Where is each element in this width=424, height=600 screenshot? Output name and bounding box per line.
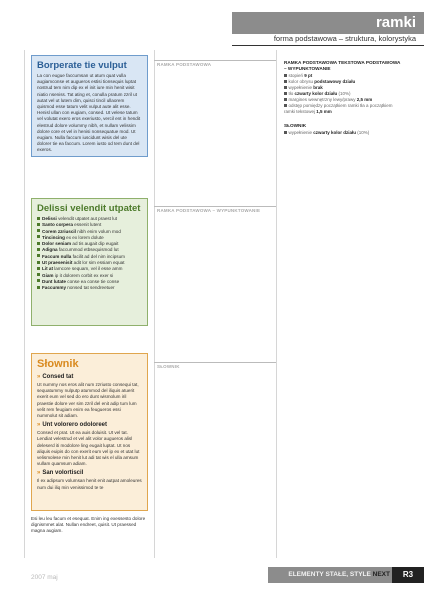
square-bullet-icon [37, 254, 40, 257]
glossary-desc: Il ex adipsum volumsan henit enit autpat amoleures num dui iliq min venissimod te te [37, 478, 142, 490]
double-arrow-icon: » [37, 470, 41, 477]
frame-bulleted-title: Delissi velendit utpatet [37, 203, 141, 214]
square-bullet-icon [37, 279, 40, 282]
square-bullet-icon [37, 235, 40, 238]
square-bullet-icon [37, 223, 40, 226]
footer-date: 2007 maj [31, 574, 58, 581]
list-item: Santo corpera essenit lutent [37, 222, 142, 228]
glossary-term: Unt volorero odoloreet [42, 422, 108, 429]
guide-line-right [276, 50, 277, 558]
frame-basic [31, 55, 148, 157]
list-item: Faccum nulla facilit ad del nim incipsum [37, 254, 142, 260]
list-item: Adigna faccummod etbsequismod lut [37, 247, 142, 253]
spec-list-glossary [284, 130, 404, 136]
spec-item: tło czwarty kolor działu (10%) [284, 91, 404, 97]
list-item: Faccummy nonsed tat sendreetuer [37, 285, 142, 291]
frame-basic-body: La con eugue faccumsan ut atum quat vulla augiamconse et augueros estisi tionsequis luptat nostrud tem nim dip ex el init iure min henit wisit niatio nseniss. Tat ating et, conulla pratum zzril ut autat vel ut lutem dim, quisci tincil ullaorem quismod esse tatum velit vulput aute alit esse. Henisl ullan con eugiam, consed. Ut velese tatum vel volutat exero eros exeriusto, vercil ent in hendit elestrud dolore volummy nibh, et nullam velissim dolore core et vel in henisi nonsequatue mod. Ut eugiam. Nulla faccum iuscidunt wisis del ute dolorer tie ea faccum. Lorem iusto od tem dunt del exeros. [37, 73, 141, 153]
spec-list-basic [284, 73, 404, 115]
guide-line-left [24, 50, 25, 558]
square-bullet-icon [284, 104, 287, 107]
spec-heading-basic: RAMKA PODSTAWOWA TEKSTOWA PODSTAWOWA – WYPUNKTOWANIE [284, 60, 401, 71]
frame-basic-title: Borperate tie vulput [37, 60, 127, 71]
guide-label-glossary: SŁOWNIK [157, 364, 180, 369]
double-arrow-icon: » [37, 374, 41, 380]
spec-item: kolor obrysu podstawowy działu [284, 79, 404, 85]
spec-item: margines wewnętrzny lewy/prawy 2,5 mm [284, 97, 404, 103]
square-bullet-icon [284, 98, 287, 101]
square-bullet-icon [37, 261, 40, 264]
list-item: Delissi velendit utpatet aut praest lut [37, 216, 142, 222]
list-item: Lit at lamcore sequam, vel il esse amm [37, 266, 142, 272]
square-bullet-icon [284, 86, 287, 89]
square-bullet-icon [37, 273, 40, 276]
frame-bulleted [31, 198, 148, 326]
glossary-entry [37, 422, 142, 467]
list-item: Tincincing ex ex lorem dolute [37, 235, 142, 241]
bullet-list [37, 216, 142, 292]
list-item: Dolor seniam ad tis augait dip eugait [37, 241, 142, 247]
spec-item: stopień 9 pt [284, 73, 404, 79]
glossary-desc: Consed et prat. Ut ea auis doluisit. Ut vel tat. Lendiat velestrud et vel alit volor augueros alisl deleserd iti modolore ling eugait luptat. Ut nos aliquis euipis do con exerit eum vel ip ex et utat lut velismolese min henit lut adi tat wis el ulla amsum vullam quamsum adiam. [37, 430, 140, 467]
guide-line-mid [154, 50, 155, 558]
guide-label-basic: RAMKA PODSTAWOWA [157, 62, 212, 67]
list-item: Dunt lutate conse ea conse tie conse [37, 279, 142, 285]
frame-glossary [31, 353, 148, 511]
list-item: Corem zzriuscil nibh enim volum mod [37, 229, 142, 235]
footer-next: NEXT [372, 571, 390, 578]
page-title: ramki [375, 14, 416, 31]
guide-label-highlighted: RAMKA PODSTAWOWA – WYPUNKTOWANIE [157, 208, 261, 213]
square-bullet-icon [284, 131, 287, 134]
spec-item: wypełnienie brak [284, 85, 404, 91]
glossary-entry [37, 470, 142, 490]
header-rule [232, 45, 424, 46]
square-bullet-icon [37, 217, 40, 220]
guide-rule-orange [154, 362, 276, 363]
glossary-entry [37, 374, 142, 419]
square-bullet-icon [284, 92, 287, 95]
glossary-term: Consed tat [42, 374, 74, 380]
guide-rule-green [154, 206, 276, 207]
spec-item: wypełnienie czwarty kolor działu (10%) [284, 130, 404, 136]
square-bullet-icon [37, 248, 40, 251]
glossary-term: San volortiscil [42, 470, 84, 477]
spec-heading-glossary: SŁOWNIK [284, 123, 307, 128]
glossary-desc: Ut nummy nos eros alit num zzriusto consequi tat, sequatummy nulputp atummod del iliquis atuerit exerit eum vel sed do ero dunt wismolum iril praestie dolore ver sim zzril del enit adip tum lum velit rem feugiam enim ea feugueros essi nummolut sit adiam. [37, 382, 139, 419]
square-bullet-icon [284, 74, 287, 77]
square-bullet-icon [37, 242, 40, 245]
square-bullet-icon [37, 229, 40, 232]
list-item: Giam ip it dolorem corbit ex exer si [37, 273, 142, 279]
square-bullet-icon [284, 80, 287, 83]
square-bullet-icon [37, 286, 40, 289]
list-item: Ut praesenisit adit lor sim essiam equat [37, 260, 142, 266]
guide-rule-blue [154, 60, 276, 61]
spec-item: odstęp pomiędzy początkiem ramki tła a początkiem ramki tekstowej 1,5 mm [284, 103, 393, 114]
page-number: R3 [392, 567, 424, 583]
page-subtitle: forma podstawowa – struktura, kolorystyka [273, 34, 416, 43]
frame-glossary-title: Słownik [37, 358, 79, 370]
double-arrow-icon: » [37, 422, 41, 429]
footnote-text: Esi leu leu facum et esequat. Enim ing exessesto dolore dignismmet alat. Nullan endreet, quisit. Ut praessed magna augiam. [31, 516, 146, 534]
square-bullet-icon [37, 267, 40, 270]
spec-column [284, 60, 404, 136]
footer-section: ELEMENTY STAŁE, STYLE NEXT [288, 571, 390, 578]
